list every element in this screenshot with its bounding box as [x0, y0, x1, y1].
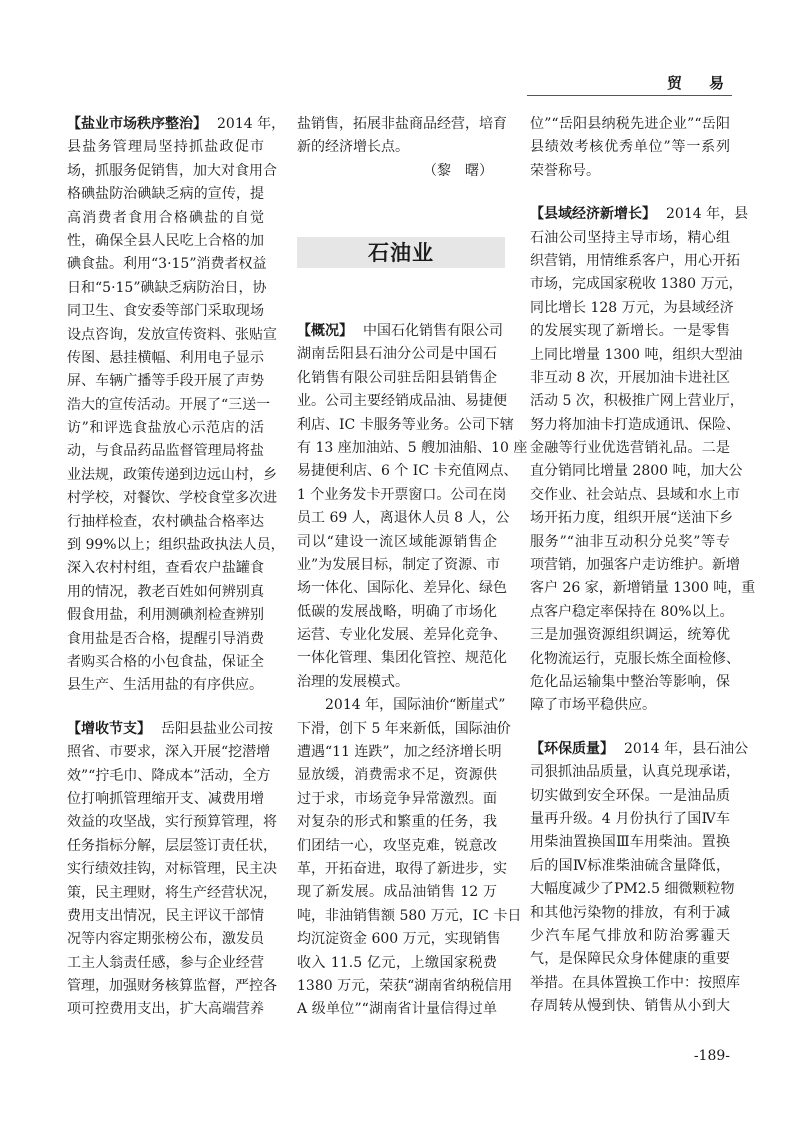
text-line: [297, 136, 497, 159]
line-text: 食用盐是否合格，提醒引导消费: [67, 630, 264, 647]
line-text: 业。公司主要经销成品油、易捷便: [297, 393, 507, 410]
text-line: [67, 464, 277, 487]
line-text: 1380 万元，荣获“湖南省纳税信用: [297, 977, 513, 994]
line-text: 均沉淀资金 600 万元，实现销售: [297, 931, 501, 948]
line-text: 浩大的宣传活动。开展了“三送一: [67, 396, 271, 413]
line-text: 和其他污染物的排放，有利于减: [530, 904, 730, 921]
line-text: 管理，加强财务核算监督，严控各: [67, 978, 277, 995]
line-text: 低碳的发展战略，明确了市场化: [297, 603, 497, 620]
text-line: [530, 531, 730, 554]
line-text: 屏、车辆广播等手段开展了声势: [67, 373, 264, 390]
text-line: [530, 160, 730, 183]
text-line: [297, 437, 528, 460]
text-line: [67, 160, 277, 183]
line-text: 化销售有限公司驻岳阳县销售企: [297, 369, 497, 386]
paragraph-gap: [67, 698, 264, 718]
paragraph-heading: 【县域经济新增长】: [530, 206, 656, 223]
text-line: [297, 647, 507, 670]
text-line: [530, 601, 734, 624]
text-line: [67, 277, 267, 300]
paragraph-increase-income-cut-costs: [67, 718, 277, 1022]
text-line: [67, 136, 264, 159]
text-line: [530, 878, 735, 901]
text-line: [67, 440, 264, 463]
text-line: [530, 972, 740, 995]
text-line: [530, 344, 743, 367]
line-text: 况等内容定期张榜公布，激发员: [67, 931, 264, 948]
line-text: 量再升级。4 月份执行了国Ⅳ车: [530, 810, 730, 827]
text-line: [297, 694, 506, 717]
line-text: 2014 年，县石油公: [624, 740, 749, 757]
line-text: 2014 年，: [217, 116, 286, 132]
line-text: 效”“拧毛巾、降成本”活动，全方: [67, 767, 271, 784]
text-line: [530, 250, 740, 273]
page-number: -189-: [693, 1048, 730, 1064]
line-text: 非互动 8 次，开展加油卡进社区: [530, 369, 730, 386]
line-text: 行抽样检查，农村碘盐合格率达: [67, 513, 264, 530]
line-text: 位”“岳阳县纳税先进企业”“岳阳: [530, 116, 730, 132]
text-line: [67, 998, 264, 1021]
line-text: 荣誉称号。: [530, 162, 600, 179]
paragraph-continuation: [297, 113, 507, 160]
text-line: [67, 394, 271, 417]
line-text: 织营销，用情维系客户，用心开拓: [530, 252, 740, 269]
line-text: 过于求，市场竞争异常激烈。面: [297, 790, 497, 807]
text-line: [530, 136, 730, 159]
line-text: 对复杂的形式和繁重的任务，我: [297, 814, 497, 831]
text-line: [297, 788, 497, 811]
text-line: [67, 718, 273, 741]
paragraph-heading: 【环保质量】: [530, 740, 614, 757]
line-text: 格碘盐防治碘缺乏病的宣传，提: [67, 186, 264, 203]
line-text: 存周转从慢到快、销售从小到大: [530, 998, 730, 1015]
line-text: 交作业、社会站点、县域和水上市: [530, 486, 740, 503]
paragraph-overview: [297, 320, 528, 694]
line-text: 们团结一心，攻坚克难，锐意改: [297, 837, 497, 854]
text-line: [67, 628, 264, 651]
line-text: 效益的攻坚战，实行预算管理，将: [67, 814, 277, 831]
text-line: [530, 624, 730, 647]
line-text: 点客户稳定率保持在 80%以上。: [530, 603, 734, 620]
text-line: [297, 554, 501, 577]
line-text: 金融等行业优选营销礼品。二是: [530, 440, 730, 457]
text-line: [67, 557, 264, 580]
line-text: 一体化管理、集团化管控、规范化: [297, 650, 507, 667]
line-text: 项营销，加强客户走访维护。新增: [530, 557, 740, 574]
line-text: 服务”“油非互动积分兑奖”等专: [530, 533, 730, 550]
line-text: 后的国Ⅳ标准柴油硫含量降低，: [530, 857, 730, 874]
text-line: [67, 253, 267, 276]
line-text: 工主人翁责任感，参与企业经营: [67, 954, 264, 971]
paragraph-continuation: [530, 113, 730, 183]
text-line: [297, 671, 497, 694]
line-text: 气，是保障民众身体健康的重要: [530, 951, 730, 968]
text-line: [297, 624, 507, 647]
line-text: 收入 11.5 亿元，上缴国家税费: [297, 954, 497, 971]
text-line: [530, 297, 734, 320]
text-line: [297, 952, 497, 975]
text-line: [67, 347, 264, 370]
line-text: 县盐务管理局坚持抓盐政促市: [67, 139, 264, 156]
text-line: [530, 855, 730, 878]
line-text: 同卫生、食安委等部门采取现场: [67, 303, 264, 320]
text-line: [67, 835, 277, 858]
line-text: 下滑，创下 5 年来新低，国际油价: [297, 720, 511, 737]
text-line: [530, 761, 740, 784]
line-text: 司狠抓油品质量，认真兑现承诺，: [530, 764, 740, 781]
line-text: 现了新发展。成品油销售 12 万: [297, 884, 497, 901]
line-text: 障了市场平稳供应。: [530, 697, 656, 714]
running-header-section: 贸 易: [666, 74, 730, 92]
text-line: [67, 113, 286, 136]
line-text: 场，抓服务促销售，加大对食用合: [67, 162, 277, 179]
line-text: 实行绩效挂钩，对标管理，民主决: [67, 861, 277, 878]
line-text: 村学校，对餐饮、学校食堂多次进: [67, 490, 277, 507]
line-text: 活动 5 次，积极推广网上营业厅，: [530, 393, 744, 410]
text-line: [67, 905, 264, 928]
text-line: [297, 343, 497, 366]
text-line: [67, 300, 264, 323]
line-text: 客户 26 家，新增销量 1300 吨，重: [530, 580, 756, 597]
line-text: 日和“5·15”碘缺乏病防治日，协: [67, 279, 267, 296]
text-line: [530, 507, 734, 530]
paragraph-gap: [530, 183, 730, 203]
line-text: 湖南岳阳县石油分公司是中国石: [297, 346, 497, 363]
line-text: 场开拓力度，组织开展“送油下乡: [530, 510, 734, 527]
text-line: [530, 785, 730, 808]
line-text: 到 99%以上；组织盐政执法人员，: [67, 537, 285, 554]
line-text: 市场，完成国家税收 1380 万元，: [530, 276, 743, 293]
text-line: [297, 905, 522, 928]
line-text: 利店、IC 卡服务等业务。公司下辖: [297, 416, 514, 433]
text-line: [297, 367, 497, 390]
line-text: 石油公司坚持主导市场，精心组: [530, 229, 730, 246]
text-line: [530, 808, 730, 831]
text-line: [530, 203, 749, 226]
line-text: 碘食盐。利用“3·15”消费者权益: [67, 256, 267, 273]
line-text: 县生产、生活用盐的有序供应。: [67, 677, 263, 694]
paragraph-2014-review: [297, 694, 522, 1021]
line-text: 费用支出情况，民主评议干部情: [67, 907, 264, 924]
paragraph-heading: 【增收节支】: [67, 720, 151, 737]
text-line: [297, 390, 507, 413]
column-3: [530, 113, 756, 1018]
text-line: [67, 324, 277, 347]
line-text: 业”为发展目标，制定了资源、市: [297, 556, 501, 573]
line-text: 治理的发展模式。: [297, 673, 409, 690]
line-text: 用的情况，教老百姓如何辨别真: [67, 583, 264, 600]
text-line: [297, 320, 503, 343]
line-text: 三是加强资源组织调运，统筹优: [530, 627, 730, 644]
line-text: 用柴油置换国Ⅲ车用柴油。置换: [530, 834, 730, 851]
text-line: [67, 741, 271, 764]
line-text: 动，与食品药品监督管理局将盐: [67, 443, 264, 460]
line-text: 大幅度减少了PM2.5 细微颗粒物: [530, 881, 735, 898]
paragraph-gap: [530, 718, 730, 738]
text-line: [297, 718, 511, 741]
text-line: [297, 998, 497, 1021]
text-line: [297, 113, 507, 136]
column-2-lower: [297, 320, 528, 1022]
text-line: [530, 694, 730, 717]
text-line: [530, 390, 744, 413]
text-line: [67, 207, 264, 230]
text-line: [67, 882, 277, 905]
text-line: [67, 230, 264, 253]
line-text: 化物流运行，克服长炼全面检修、: [530, 650, 740, 667]
text-line: [530, 902, 730, 925]
paragraph-county-economy-growth: [530, 203, 756, 718]
column-1: [67, 113, 286, 1022]
line-text: 场一体化、国际化、差异化、绿色: [297, 580, 507, 597]
line-text: 少汽车尾气排放和防治雾霾天: [530, 927, 730, 944]
text-line: [530, 437, 730, 460]
text-line: [67, 487, 277, 510]
line-text: 者购买合格的小包食盐，保证全: [67, 653, 264, 670]
text-line: [297, 928, 501, 951]
text-line: [67, 928, 264, 951]
text-line: [530, 484, 740, 507]
text-line: [67, 183, 264, 206]
line-text: A 级单位”“湖南省计量信得过单: [297, 1001, 497, 1018]
text-line: [67, 417, 264, 440]
text-line: [67, 581, 264, 604]
line-text: 员工 69 人，离退休人员 8 人，公: [297, 510, 510, 527]
line-text: 革，开拓奋进，取得了新进步，实: [297, 860, 507, 877]
line-text: 县绩效考核优秀单位”等一系列: [530, 139, 730, 156]
text-line: [297, 975, 513, 998]
text-line: [67, 674, 264, 697]
text-line: [67, 534, 285, 557]
line-text: 传图、悬挂横幅、利用电子显示: [67, 349, 264, 366]
text-line: [530, 671, 730, 694]
text-line: [67, 651, 264, 674]
text-line: [297, 764, 497, 787]
paragraph-heading: 【盐业市场秩序整治】: [67, 116, 207, 132]
text-line: [297, 507, 510, 530]
text-line: [297, 577, 507, 600]
line-text: 切实做到安全环保。一是油品质: [530, 787, 730, 804]
text-line: [297, 811, 497, 834]
text-line: [297, 460, 518, 483]
text-line: [530, 367, 730, 390]
line-text: 假食用盐，利用测碘剂检查辨别: [67, 607, 264, 624]
text-line: [67, 975, 277, 998]
text-line: [530, 831, 730, 854]
line-text: 显放缓，消费需求不足，资源供: [297, 767, 497, 784]
text-line: [530, 577, 756, 600]
line-text: 上同比增量 1300 吨，组织大型油: [530, 346, 743, 363]
text-line: [530, 227, 730, 250]
line-text: 遭遇“11 连跌”，加之经济增长明: [297, 744, 502, 761]
text-line: [67, 511, 264, 534]
paragraph-heading: 【概况】: [297, 323, 353, 339]
text-line: [297, 858, 507, 881]
line-text: 2014 年，国际油价“断崖式”: [325, 697, 506, 714]
line-text: 易捷便利店、6 个 IC 卡充值网点、: [297, 463, 518, 480]
text-line: [530, 648, 740, 671]
line-text: 司以“建设一流区域能源销售企: [297, 533, 497, 550]
text-line: [530, 738, 749, 761]
text-line: [530, 460, 743, 483]
text-line: [67, 370, 264, 393]
line-text: 1 个业务发卡开票窗口。公司在岗: [297, 486, 507, 503]
text-line: [67, 952, 264, 975]
line-text: 业法规，政策传递到边远山村，乡: [67, 466, 277, 483]
line-text: 照省、市要求，深入开展“挖潜增: [67, 744, 271, 761]
line-text: 同比增长 128 万元，为县域经济: [530, 299, 734, 316]
line-text: 2014 年，县: [666, 206, 749, 223]
text-line: [297, 741, 502, 764]
text-line: [530, 320, 730, 343]
text-line: [67, 788, 264, 811]
text-line: [530, 414, 740, 437]
line-text: 努力将加油卡打造成通讯、保险、: [530, 416, 740, 433]
line-text: 的发展实现了新增长。一是零售: [530, 323, 730, 340]
text-line: [530, 925, 730, 948]
text-line: [530, 554, 740, 577]
header-rule: [527, 95, 732, 96]
text-line: [297, 835, 497, 858]
line-text: 深入农村村组，查看农户盐罐食: [67, 560, 264, 577]
paragraph-salt-market-order: [67, 113, 286, 698]
paragraph-environment-quality: [530, 738, 749, 1019]
line-text: 危化品运输集中整治等影响，保: [530, 673, 730, 690]
line-text: 直分销同比增量 2800 吨，加大公: [530, 463, 743, 480]
text-line: [297, 531, 497, 554]
column-2: [297, 113, 507, 183]
text-line: [297, 484, 507, 507]
line-text: 举措。在具体置换工作中：按照库: [530, 974, 740, 991]
text-line: [297, 601, 497, 624]
line-text: 设点咨询，发放宣传资料、张贴宣: [67, 326, 277, 343]
line-text: 中国石化销售有限公司: [363, 323, 503, 339]
line-text: 位打响抓管理缩开支、减费用增: [67, 790, 264, 807]
text-line: [297, 881, 497, 904]
text-line: [530, 995, 730, 1018]
line-text: 新的经济增长点。: [297, 139, 409, 156]
text-line: [297, 414, 514, 437]
line-text: 有 13 座加油站、5 艘加油船、10 座: [297, 439, 528, 456]
text-line: [530, 113, 730, 136]
line-text: 性，确保全县人民吃上合格的加: [67, 232, 264, 249]
line-text: 项可控费用支出，扩大高端营养: [67, 1001, 264, 1018]
section-title: 石油业: [297, 237, 505, 268]
text-line: [530, 948, 730, 971]
text-line: [67, 765, 271, 788]
line-text: 高消费者食用合格碘盐的自觉: [67, 209, 264, 226]
line-text: 运营、专业化发展、差异化竞争、: [297, 627, 507, 644]
line-text: 吨，非油销售额 580 万元，IC 卡日: [297, 907, 522, 924]
text-line: [67, 811, 277, 834]
text-line: [67, 858, 277, 881]
line-text: 盐销售，拓展非盐商品经营，培育: [297, 116, 507, 132]
text-line: [530, 273, 743, 296]
line-text: 岳阳县盐业公司按: [161, 720, 273, 737]
author-credit: （黎 曙）: [423, 162, 493, 179]
text-line: [67, 604, 264, 627]
line-text: 任务指标分解，层层签订责任状，: [67, 837, 277, 854]
line-text: 策，民主理财，将生产经营状况，: [67, 884, 277, 901]
line-text: 访”和评选食盐放心示范店的活: [67, 420, 264, 437]
